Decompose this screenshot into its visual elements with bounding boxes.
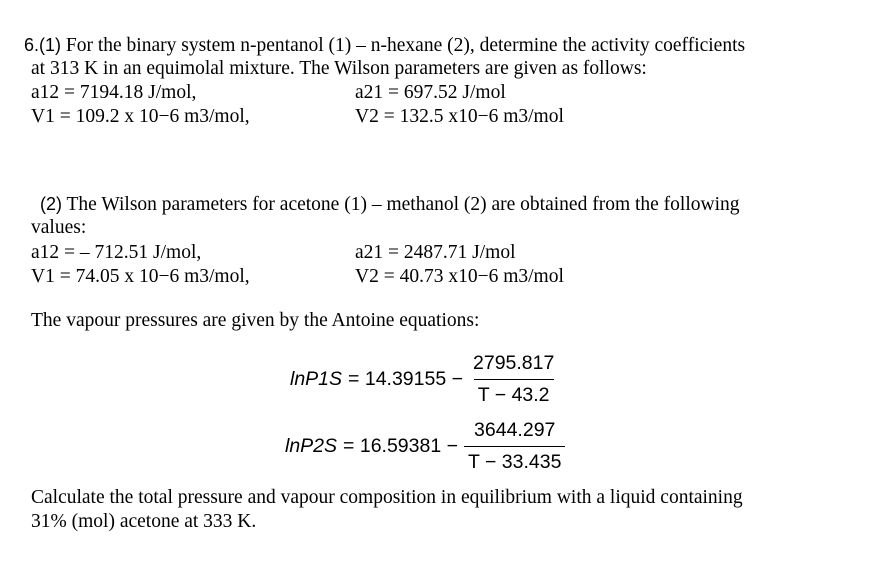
problem2-line1 [40,192,740,217]
problem1-a21: a21 = 697.52 J/mol [355,82,506,103]
equation-1-rhs: = 14.39155 − [348,367,463,390]
problem1-line2: at 313 K in an equimolal mixture. The Wilson parameters are given as follows: [31,58,647,79]
equation-2-denominator: T − 33.435 [464,446,565,474]
problem2-line1-text: The Wilson parameters for acetone (1) – methanol (2) are obtained from the following [62,194,740,215]
problem2-a12: a12 = – 712.51 J/mol, [31,242,202,263]
equation-2-fraction [464,419,565,474]
equation-2-rhs: = 16.59381 − [343,434,458,457]
equation-1-fraction [469,352,558,407]
question-line2: 31% (mol) acetone at 333 K. [31,511,257,532]
problem1-line1 [24,33,745,58]
problem2-line2: values: [31,217,87,238]
problem2-v1: V1 = 74.05 x 10−6 m3/mol, [31,266,250,287]
problem1-number: 6.(1) [24,35,62,55]
antoine-intro: The vapour pressures are given by the Antoine equations: [31,310,480,331]
equation-1-denominator: T − 43.2 [474,379,554,407]
antoine-equation-2 [285,411,565,481]
equation-2-numerator: 3644.297 [474,418,556,441]
problem2-number: (2) [40,194,62,214]
antoine-equation-1 [290,344,558,414]
problem1-v1: V1 = 109.2 x 10−6 m3/mol, [31,106,250,127]
equation-2-lhs: lnP2S [285,434,338,457]
problem2-v2: V2 = 40.73 x10−6 m3/mol [355,266,564,287]
equation-1-numerator: 2795.817 [473,351,555,374]
problem1-a12: a12 = 7194.18 J/mol, [31,82,197,103]
question-line1: Calculate the total pressure and vapour composition in equilibrium with a liquid containing [31,487,743,508]
problem1-v2: V2 = 132.5 x10−6 m3/mol [355,106,564,127]
problem1-line1-text: For the binary system n-pentanol (1) – n-hexane (2), determine the activity coefficients [61,35,746,56]
problem2-a21: a21 = 2487.71 J/mol [355,242,516,263]
equation-1-lhs: lnP1S [290,367,343,390]
